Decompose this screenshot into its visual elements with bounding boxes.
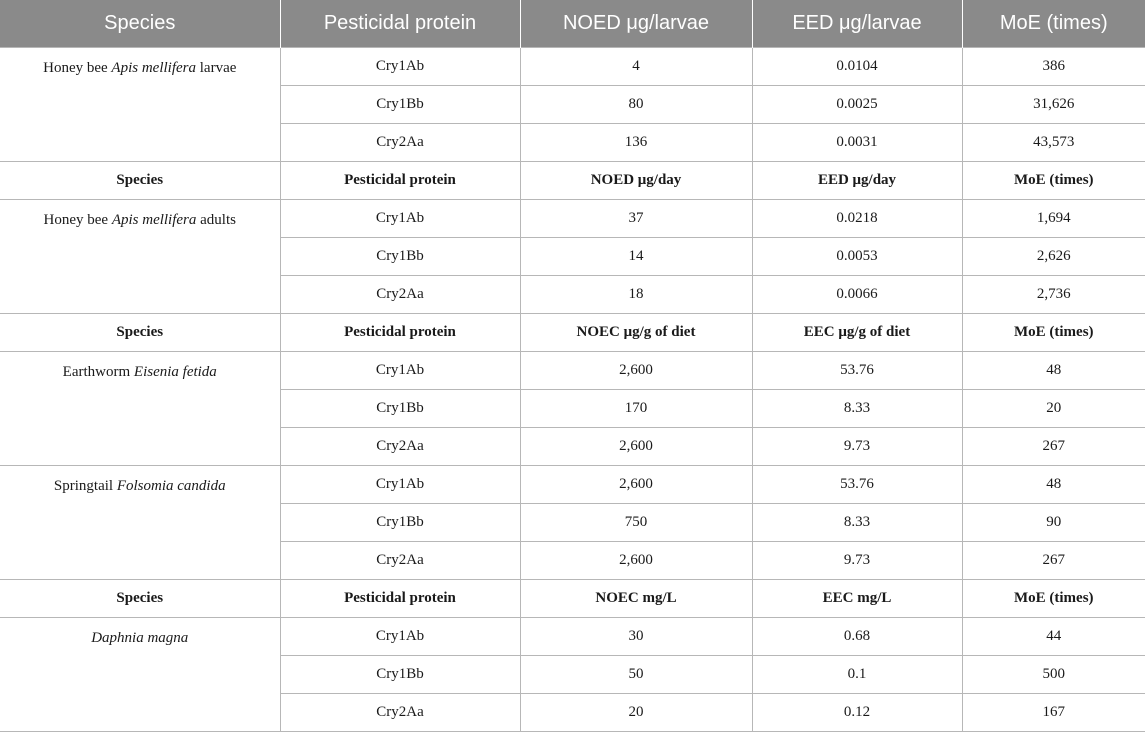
protein-cell: Cry2Aa (280, 124, 520, 162)
subheader-protein: Pesticidal protein (280, 580, 520, 618)
exposure-cell: 0.68 (752, 618, 962, 656)
moe-cell: 48 (962, 352, 1145, 390)
protein-cell: Cry1Ab (280, 618, 520, 656)
no-effect-cell: 4 (520, 48, 752, 86)
moe-cell: 44 (962, 618, 1145, 656)
exposure-cell: 53.76 (752, 352, 962, 390)
no-effect-cell: 2,600 (520, 466, 752, 504)
species-cell: Honey bee Apis mellifera adults (0, 200, 280, 314)
header-species: Species (0, 0, 280, 48)
moe-cell: 1,694 (962, 200, 1145, 238)
moe-cell: 20 (962, 390, 1145, 428)
subheader-row (0, 314, 1145, 352)
no-effect-cell: 750 (520, 504, 752, 542)
species-cell: Earthworm Eisenia fetida (0, 352, 280, 466)
moe-cell: 500 (962, 656, 1145, 694)
table-row (0, 200, 1145, 238)
species-cell: Daphnia magna (0, 618, 280, 732)
exposure-cell: 0.12 (752, 694, 962, 732)
no-effect-cell: 170 (520, 390, 752, 428)
protein-cell: Cry1Ab (280, 200, 520, 238)
moe-cell: 2,626 (962, 238, 1145, 276)
exposure-cell: 8.33 (752, 390, 962, 428)
subheader-moe: MoE (times) (962, 314, 1145, 352)
no-effect-cell: 136 (520, 124, 752, 162)
subheader-row (0, 162, 1145, 200)
header-moe: MoE (times) (962, 0, 1145, 48)
no-effect-cell: 20 (520, 694, 752, 732)
table-row (0, 48, 1145, 86)
exposure-cell: 0.0053 (752, 238, 962, 276)
subheader-exposure: EED μg/day (752, 162, 962, 200)
header-pesticidal-protein: Pesticidal protein (280, 0, 520, 48)
subheader-no-effect: NOEC mg/L (520, 580, 752, 618)
exposure-cell: 9.73 (752, 542, 962, 580)
moe-cell: 386 (962, 48, 1145, 86)
header-noed: NOED μg/larvae (520, 0, 752, 48)
subheader-protein: Pesticidal protein (280, 314, 520, 352)
moe-cell: 31,626 (962, 86, 1145, 124)
species-cell: Springtail Folsomia candida (0, 466, 280, 580)
exposure-cell: 0.0066 (752, 276, 962, 314)
table-row (0, 618, 1145, 656)
moe-cell: 90 (962, 504, 1145, 542)
no-effect-cell: 2,600 (520, 428, 752, 466)
no-effect-cell: 18 (520, 276, 752, 314)
subheader-exposure: EEC mg/L (752, 580, 962, 618)
exposure-cell: 8.33 (752, 504, 962, 542)
exposure-cell: 0.0025 (752, 86, 962, 124)
protein-cell: Cry1Ab (280, 466, 520, 504)
protein-cell: Cry1Ab (280, 48, 520, 86)
subheader-protein: Pesticidal protein (280, 162, 520, 200)
exposure-cell: 0.1 (752, 656, 962, 694)
moe-cell: 167 (962, 694, 1145, 732)
exposure-cell: 0.0218 (752, 200, 962, 238)
no-effect-cell: 2,600 (520, 542, 752, 580)
exposure-cell: 0.0104 (752, 48, 962, 86)
protein-cell: Cry1Bb (280, 390, 520, 428)
subheader-no-effect: NOED μg/day (520, 162, 752, 200)
protein-cell: Cry1Bb (280, 656, 520, 694)
protein-cell: Cry1Bb (280, 238, 520, 276)
subheader-exposure: EEC μg/g of diet (752, 314, 962, 352)
protein-cell: Cry1Ab (280, 352, 520, 390)
protein-cell: Cry2Aa (280, 542, 520, 580)
table-row (0, 352, 1145, 390)
protein-cell: Cry1Bb (280, 504, 520, 542)
no-effect-cell: 50 (520, 656, 752, 694)
subheader-species: Species (0, 314, 280, 352)
no-effect-cell: 80 (520, 86, 752, 124)
no-effect-cell: 14 (520, 238, 752, 276)
no-effect-cell: 37 (520, 200, 752, 238)
subheader-species: Species (0, 580, 280, 618)
no-effect-cell: 30 (520, 618, 752, 656)
no-effect-cell: 2,600 (520, 352, 752, 390)
moe-cell: 267 (962, 428, 1145, 466)
species-cell: Honey bee Apis mellifera larvae (0, 48, 280, 162)
table-header-row (0, 0, 1145, 48)
moe-cell: 48 (962, 466, 1145, 504)
subheader-species: Species (0, 162, 280, 200)
header-eed: EED μg/larvae (752, 0, 962, 48)
exposure-cell: 9.73 (752, 428, 962, 466)
subheader-no-effect: NOEC μg/g of diet (520, 314, 752, 352)
moe-cell: 2,736 (962, 276, 1145, 314)
protein-cell: Cry2Aa (280, 694, 520, 732)
moe-cell: 267 (962, 542, 1145, 580)
protein-cell: Cry2Aa (280, 428, 520, 466)
subheader-moe: MoE (times) (962, 162, 1145, 200)
subheader-moe: MoE (times) (962, 580, 1145, 618)
moe-cell: 43,573 (962, 124, 1145, 162)
protein-cell: Cry2Aa (280, 276, 520, 314)
table-row (0, 466, 1145, 504)
exposure-cell: 53.76 (752, 466, 962, 504)
exposure-cell: 0.0031 (752, 124, 962, 162)
subheader-row (0, 580, 1145, 618)
protein-cell: Cry1Bb (280, 86, 520, 124)
